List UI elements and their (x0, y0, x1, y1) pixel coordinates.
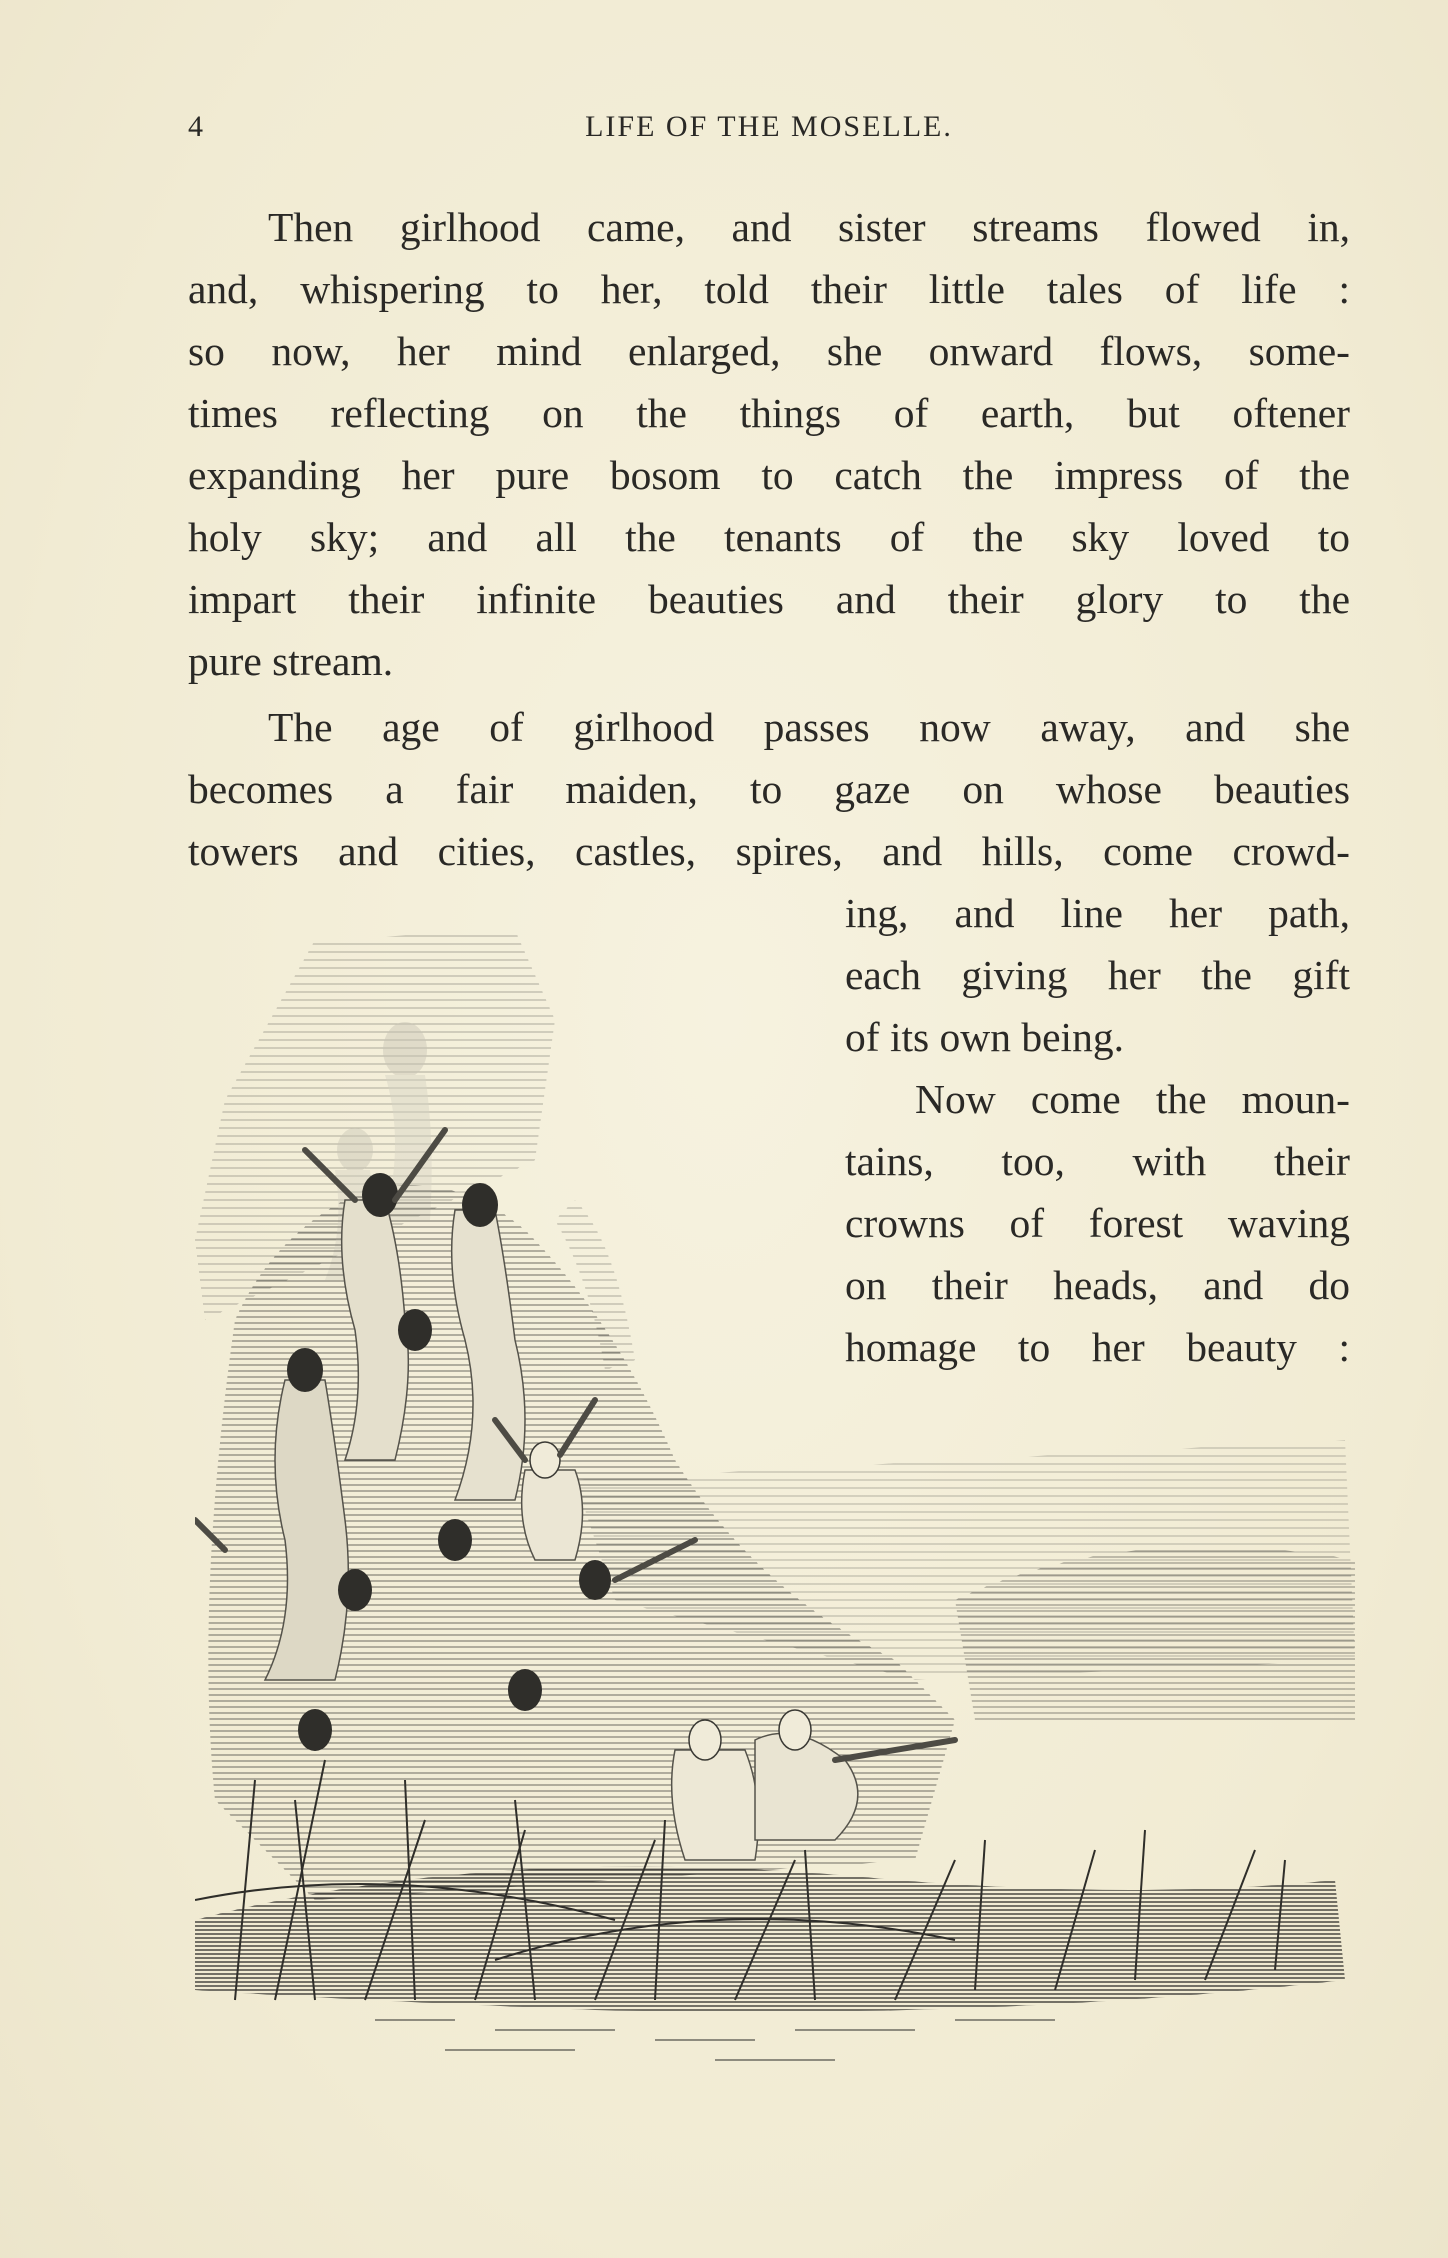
text-line: expanding her pure bosom to catch the impress of the (188, 452, 1350, 498)
paragraph-1 (188, 196, 1350, 692)
text-line: so now, her mind enlarged, she onward flows, some- (188, 328, 1350, 374)
text-line: and, whispering to her, told their little tales of life : (188, 266, 1350, 312)
text-line: ing, and line her path, (845, 890, 1350, 936)
text-line: times reflecting on the things of earth, but oftener (188, 390, 1350, 436)
text-line: towers and cities, castles, spires, and hills, come crowd- (188, 828, 1350, 874)
text-line: The age of girlhood passes now away, and she (268, 704, 1350, 750)
text-line: on their heads, and do (845, 1262, 1350, 1308)
text-line: homage to her beauty : (845, 1324, 1350, 1370)
text-line: pure stream. (188, 638, 394, 684)
nymphs-engraving (195, 900, 1355, 2080)
text-line: tains, too, with their (845, 1138, 1350, 1184)
text-line: becomes a fair maiden, to gaze on whose beauties (188, 766, 1350, 812)
running-head (188, 110, 1350, 150)
page-number: 4 (188, 110, 205, 143)
text-line: each giving her the gift (845, 952, 1350, 998)
text-line: Now come the moun- (915, 1076, 1350, 1122)
text-line: Then girlhood came, and sister streams flowed in, (268, 204, 1350, 250)
running-title: LIFE OF THE MOSELLE. (585, 110, 953, 143)
water-ripples (375, 2020, 1055, 2060)
text-line: impart their infinite beauties and their glory to the (188, 576, 1350, 622)
paragraph-2 (188, 696, 1350, 882)
text-line: crowns of forest waving (845, 1200, 1350, 1246)
text-line: of its own being. (845, 1014, 1124, 1060)
text-line: holy sky; and all the tenants of the sky loved to (188, 514, 1350, 560)
